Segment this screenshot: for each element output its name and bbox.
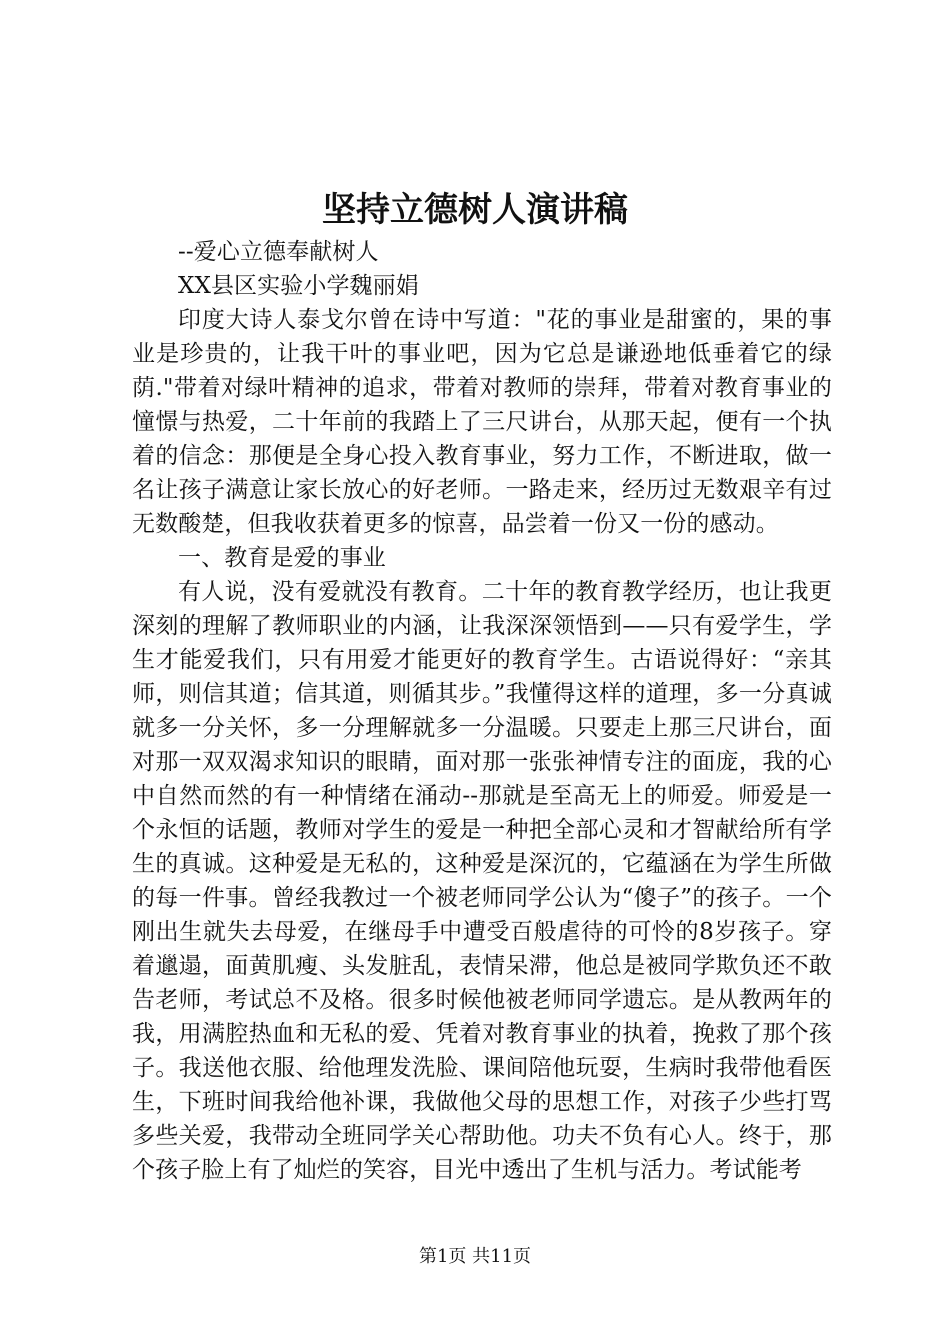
author-line: XX县区实验小学魏丽娟: [178, 273, 419, 299]
page-footer: 第1页 共11页: [418, 1246, 532, 1267]
paragraph-body: 有人说，没有爱就没有教育。二十年的教育教学经历，也让我更深刻的理解了教师职业的内涵，让我深深领悟到——只有爱学生，学生才能爱我们，只有用爱才能更好的教育学生。古语说得好：“亲其师，则信其道；信其道，则循其步。”我懂得这样的道理，多一分真诚就多一分关怀，多一分理解就多一分温暖。只要走上那三尺讲台，面对那一双双渴求知识的眼睛，面对那一张张神情专注的面庞，我的心中自然而然的有一种情绪在涌动--那就是至高无上的师爱。师爱是一个永恒的话题，教师对学生的爱是一种把全部心灵和才智献给所有学生的真诚。这种爱是无私的，这种爱是深沉的，它蕴涵在为学生所做的每一件事。曾经我教过一个被老师同学公认为“傻子”的孩子。一个刚出生就失去母爱，在继母手中遭受百般虐待的可怜的8岁孩子。穿着邋遢，面黄肌瘦、头发脏乱，表情呆滞，他总是被同学欺负还不敢告老师，考试总不及格。很多时候他被老师同学遗忘。是从教两年的我，用满腔热血和无私的爱、凭着对教育事业的执着，挽救了那个孩子。我送他衣服、给他理发洗脸、课间陪他玩耍，生病时我带他看医生，下班时间我给他补课，我做他父母的思想工作，对孩子少些打骂多些关爱，我带动全班同学关心帮助他。功夫不负有心人。终于，那个孩子脸上有了灿烂的笑容，目光中透出了生机与活力。考试能考: [132, 579, 832, 1183]
page-title: 坚持立德树人演讲稿: [322, 190, 628, 230]
paragraph-intro: 印度大诗人泰戈尔曾在诗中写道："花的事业是甜蜜的，果的事业是珍贵的，让我干叶的事业吧，因为它总是谦逊地低垂着它的绿荫."带着对绿叶精神的追求，带着对教师的崇拜，带着对教育事业的憧憬与热爱，二十年前的我踏上了三尺讲台，从那天起，便有一个执着的信念：那便是全身心投入教育事业，努力工作，不断进取，做一名让孩子满意让家长放心的好老师。一路走来，经历过无数艰辛有过无数酸楚，但我收获着更多的惊喜，品尝着一份又一份的感动。: [132, 307, 832, 537]
subtitle: --爱心立德奉献树人: [178, 239, 379, 265]
section-heading: 一、教育是爱的事业: [178, 545, 386, 571]
document-body: [132, 235, 832, 1187]
